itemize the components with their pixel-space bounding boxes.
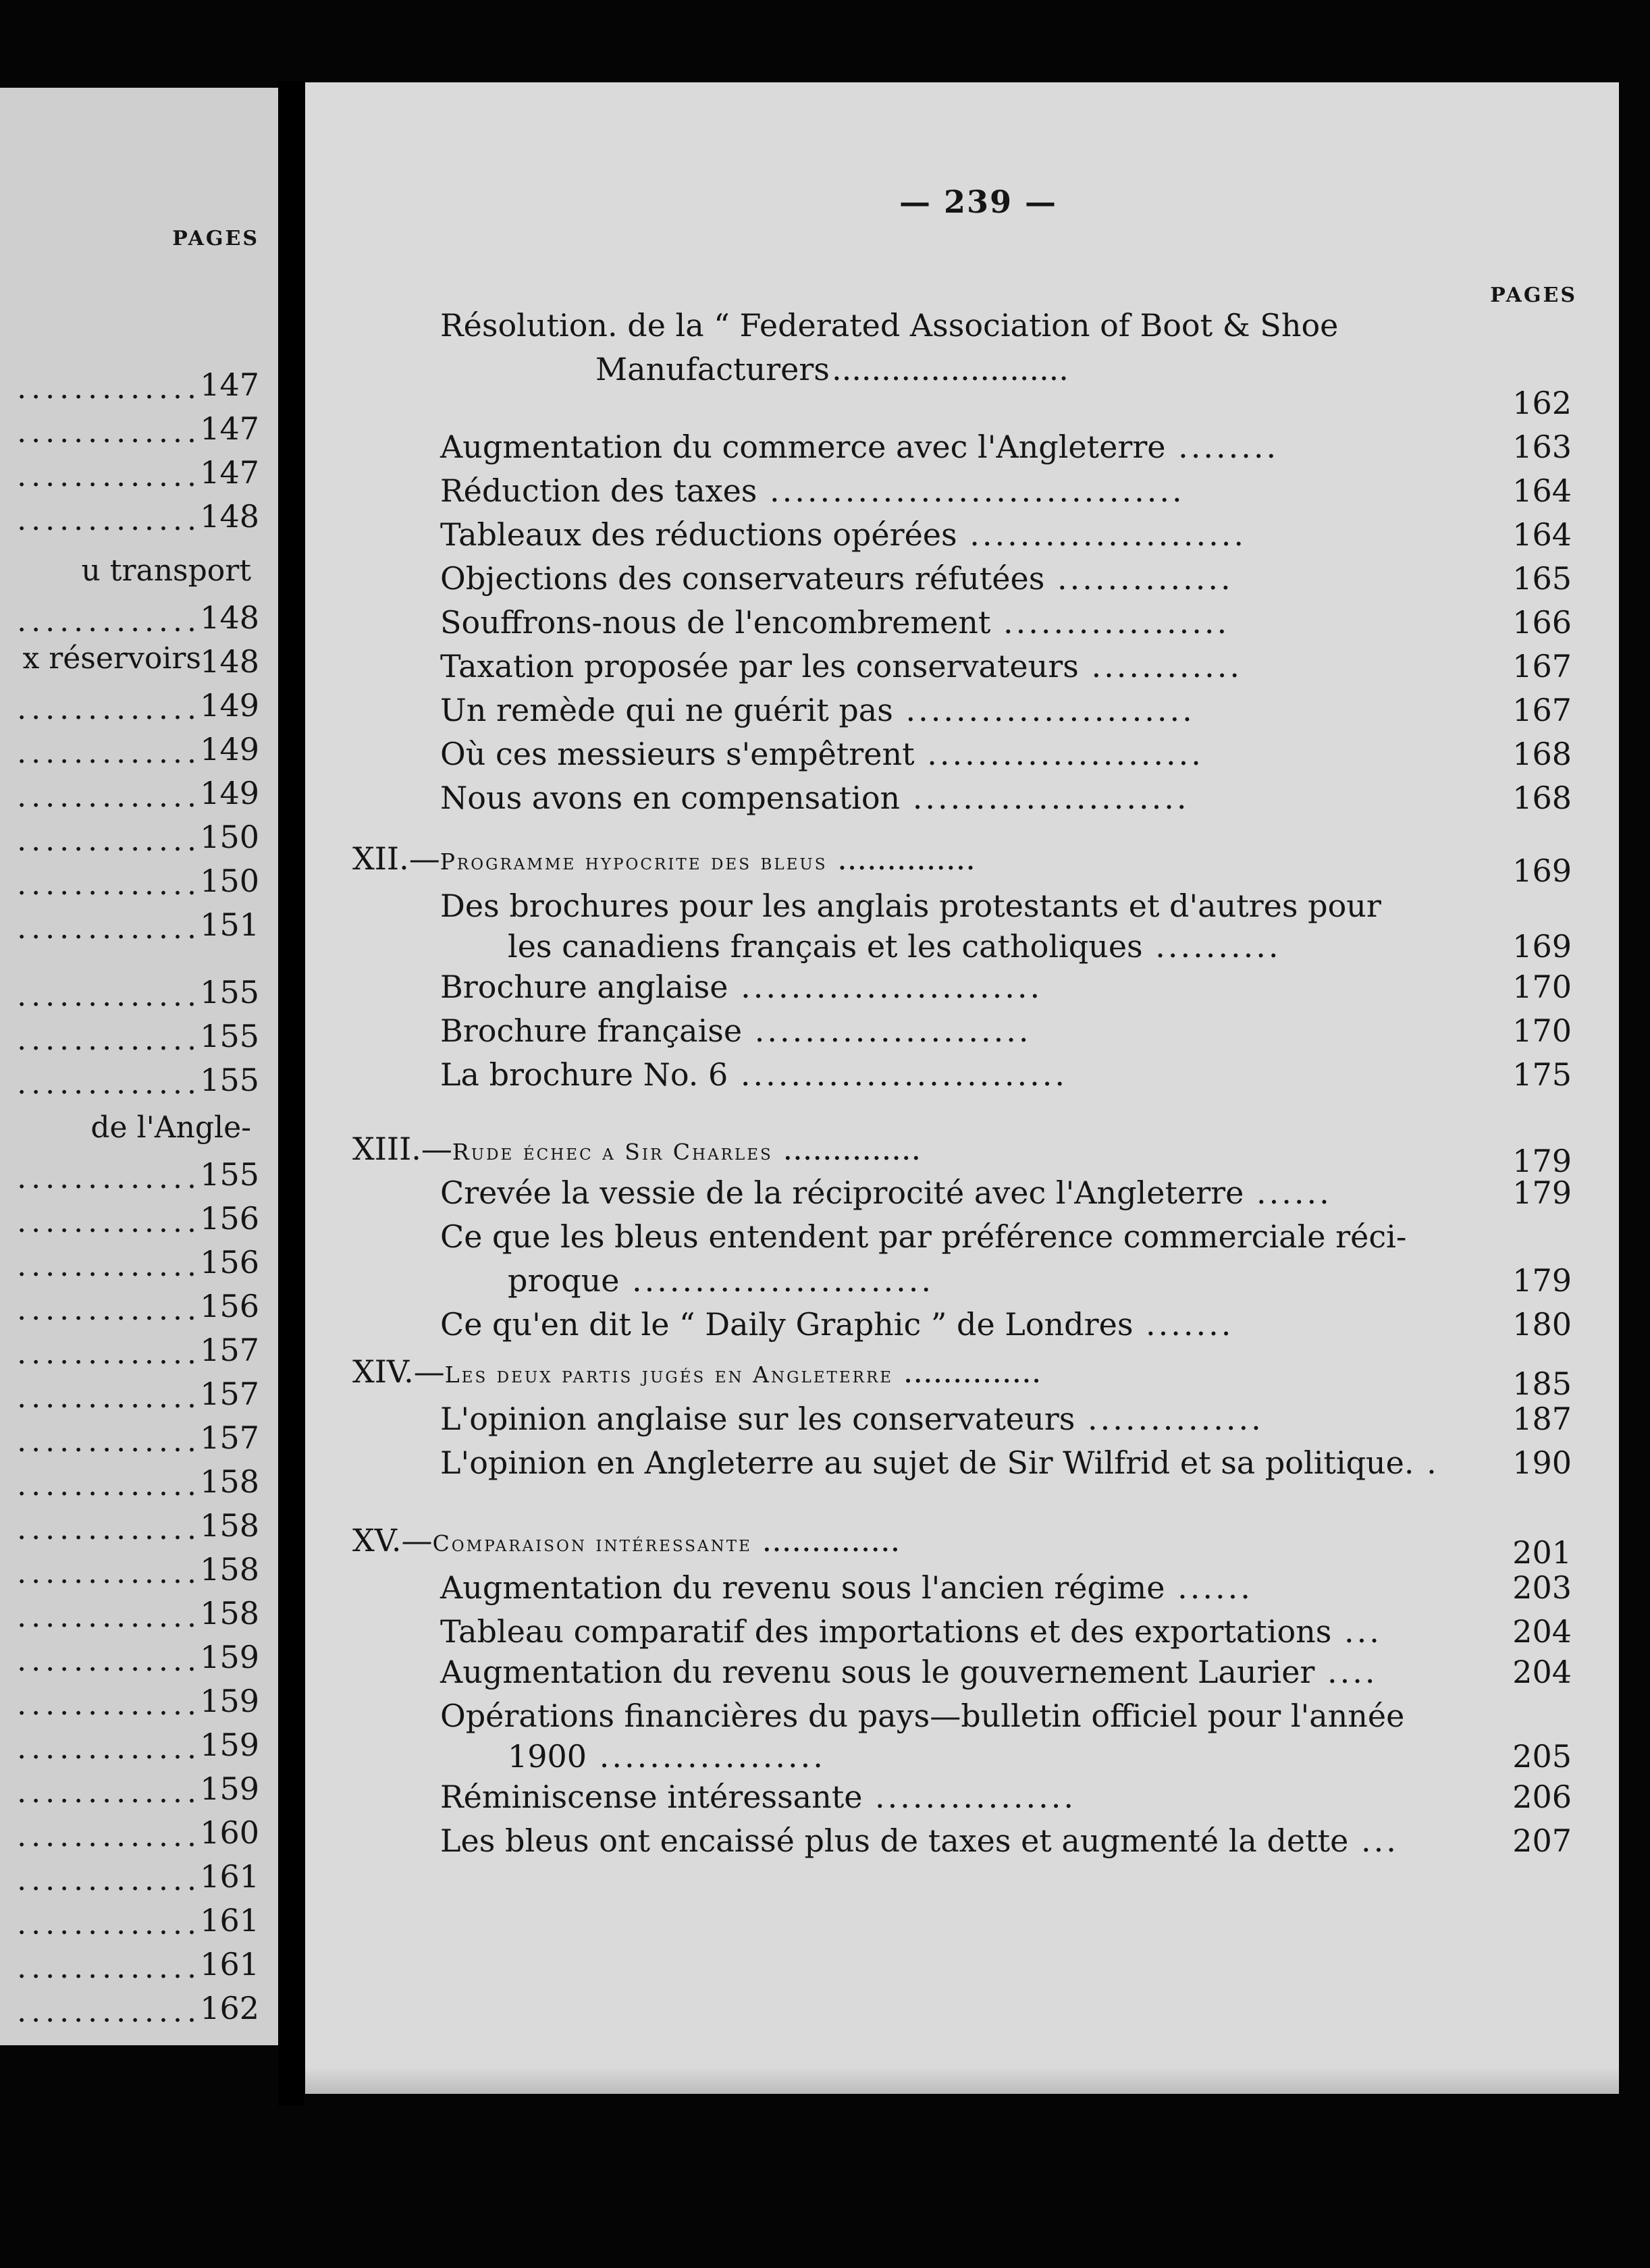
leader-dots: ............. <box>17 1907 201 1941</box>
page-edge <box>305 2067 1619 2094</box>
leader-dots: ............. <box>17 1293 201 1327</box>
toc-entry <box>440 967 1042 1007</box>
left-toc-page: 149 <box>200 687 259 724</box>
leader-dots: ............. <box>17 736 201 770</box>
entry-text: Des brochures pour les anglais protestants et d'autres pour <box>440 888 1381 924</box>
leader-dots: .............. <box>1044 560 1233 597</box>
left-toc-page: 161 <box>200 1946 259 1982</box>
left-toc-page: 149 <box>200 731 259 767</box>
left-toc-row <box>0 1418 259 1458</box>
left-toc-page: 159 <box>200 1771 259 1807</box>
chapter-number: XIV.— <box>352 1353 445 1390</box>
leader-dots: ... <box>1348 1823 1399 1859</box>
toc-entry <box>508 1260 934 1301</box>
left-toc-page: 157 <box>200 1332 259 1368</box>
leader-dots: ........ <box>1165 429 1279 465</box>
toc-entry <box>440 886 1381 926</box>
entry-text: Brochure anglaise <box>440 969 728 1005</box>
left-toc-row <box>0 1812 259 1853</box>
leader-dots: ....... <box>1133 1306 1234 1343</box>
entry-text: Ce qu'en dit le “ Daily Graphic ” de Londres <box>440 1306 1134 1343</box>
left-toc-page: 157 <box>200 1420 259 1456</box>
left-toc-page: 155 <box>200 974 259 1010</box>
entry-page-number: 203 <box>1512 1569 1572 1606</box>
leader-dots: ............. <box>17 1336 201 1371</box>
leader-dots: ............. <box>17 1161 201 1195</box>
leader-dots: ............. <box>17 1995 201 2029</box>
leader-dots: ............. <box>17 1249 201 1283</box>
chapter-page-number: 201 <box>1512 1534 1572 1571</box>
leader-dots: .................. <box>990 604 1230 641</box>
entry-text: Résolution. de la “ Federated Association of Boot & Shoe <box>440 307 1339 344</box>
left-toc-page: 148 <box>200 498 259 535</box>
left-toc-row <box>0 1374 259 1414</box>
entry-page-number: 162 <box>1512 385 1572 421</box>
entry-text: L'opinion anglaise sur les conservateurs <box>440 1401 1075 1437</box>
entry-text: Crevée la vessie de la réciprocité avec l'Angleterre <box>440 1174 1244 1211</box>
leader-dots: ............. <box>17 371 201 406</box>
leader-dots: .............. <box>1075 1401 1264 1437</box>
chapter-title: Programme hypocrite des bleus <box>440 848 828 875</box>
leader-dots: ............. <box>17 1644 201 1678</box>
left-toc-page: 155 <box>200 1156 259 1193</box>
left-toc-row <box>0 641 259 682</box>
entry-text: Tableau comparatif des importations et des exportations <box>440 1613 1332 1650</box>
left-toc-text: x réservoirs <box>22 641 201 676</box>
chapter-page-number: 185 <box>1512 1366 1572 1402</box>
entry-text: Où ces messieurs s'empêtrent <box>440 736 915 772</box>
leader-dots: ............. <box>17 1775 201 1810</box>
left-toc-page: 156 <box>200 1288 259 1324</box>
leader-dots: ............. <box>17 692 201 726</box>
left-toc-page: 150 <box>200 863 259 899</box>
leader-dots: ............. <box>17 503 201 537</box>
entry-page-number: 207 <box>1512 1823 1572 1859</box>
leader-dots: ............. <box>17 1556 201 1590</box>
toc-entry <box>508 926 1281 967</box>
left-toc-page: 159 <box>200 1683 259 1719</box>
left-toc-page: 148 <box>200 599 259 636</box>
left-toc-page: 157 <box>200 1376 259 1412</box>
entry-page-number: 205 <box>1512 1738 1572 1775</box>
toc-entry <box>440 646 1242 686</box>
left-page <box>0 88 278 2045</box>
left-toc-row <box>0 496 259 537</box>
left-toc-page: 158 <box>200 1463 259 1500</box>
left-toc-row <box>0 1681 259 1721</box>
entry-text: 1900 <box>508 1738 587 1775</box>
leader-dots: ............ <box>1078 648 1242 684</box>
entry-page-number: 164 <box>1512 473 1572 509</box>
left-pages-header: PAGES <box>172 227 259 250</box>
left-toc-row <box>0 1505 259 1546</box>
chapter-title: Comparaison intéressante <box>432 1530 752 1557</box>
leader-dots: ............. <box>17 1863 201 1897</box>
left-toc-page: 158 <box>200 1551 259 1588</box>
left-toc-row <box>0 729 259 770</box>
left-toc-page: 161 <box>200 1902 259 1939</box>
left-toc-page: 150 <box>200 819 259 855</box>
toc-entry <box>440 1216 1406 1257</box>
leader-dots: ...................... <box>742 1013 1032 1049</box>
leader-dots: . <box>1414 1444 1439 1481</box>
toc-entry <box>440 778 1189 818</box>
entry-page-number: 163 <box>1512 429 1572 465</box>
leader-dots: ............. <box>17 1023 201 1057</box>
left-toc-row <box>0 1856 259 1897</box>
toc-entry <box>440 1777 1076 1817</box>
entry-text: Nous avons en compensation <box>440 780 901 816</box>
leader-dots: .............. <box>772 1131 922 1167</box>
entry-text: Un remède qui ne guérit pas <box>440 692 893 728</box>
entry-text: proque <box>508 1262 620 1299</box>
left-toc-page: 159 <box>200 1727 259 1763</box>
left-toc-row <box>0 773 259 813</box>
toc-entry <box>440 602 1229 643</box>
chapter-heading <box>352 1351 1041 1395</box>
toc-entry <box>595 349 830 389</box>
leader-dots: ............. <box>17 1468 201 1503</box>
leader-dots: ............. <box>17 979 201 1013</box>
entry-page-number: 166 <box>1512 604 1572 641</box>
chapter-page-number: 179 <box>1512 1143 1572 1179</box>
leader-dots: ...................... <box>900 780 1190 816</box>
left-toc-row <box>0 1944 259 1985</box>
left-toc-row <box>0 1110 259 1151</box>
entry-text: Taxation proposée par les conservateurs <box>440 648 1079 684</box>
leader-dots: .............. <box>751 1522 901 1559</box>
left-toc-page: 162 <box>200 1990 259 2026</box>
chapter-number: XIII.— <box>352 1131 452 1167</box>
leader-dots: .................. <box>587 1738 826 1775</box>
left-toc-row <box>0 364 259 405</box>
entry-page-number: 204 <box>1512 1654 1572 1690</box>
leader-dots: ............. <box>17 1066 201 1101</box>
leader-dots: ............. <box>17 1512 201 1546</box>
left-toc-row <box>0 1330 259 1370</box>
left-toc-text: de l'Angle- <box>90 1110 251 1145</box>
entry-text: Brochure française <box>440 1013 743 1049</box>
entry-text: Réduction des taxes <box>440 473 757 509</box>
toc-entry <box>440 1304 1233 1345</box>
toc-entry <box>440 1696 1404 1736</box>
left-toc-row <box>0 905 259 945</box>
chapter-number: XII.— <box>352 840 440 877</box>
book-gutter <box>278 81 304 2106</box>
left-toc-page: 147 <box>200 410 259 447</box>
leader-dots: ............. <box>17 1205 201 1239</box>
left-toc-row <box>0 1060 259 1100</box>
toc-entry <box>440 558 1233 599</box>
toc-entry <box>440 1442 1439 1483</box>
left-toc-page: 149 <box>200 775 259 811</box>
entry-text: La brochure No. 6 <box>440 1056 728 1093</box>
leader-dots: ............. <box>17 911 201 946</box>
toc-entry <box>440 1820 1399 1861</box>
left-toc-row <box>0 452 259 493</box>
toc-entry <box>440 1399 1264 1439</box>
leader-dots: ........................ <box>832 351 1069 387</box>
left-toc-row <box>0 1016 259 1056</box>
left-toc-row <box>0 817 259 857</box>
leader-dots: ............. <box>17 459 201 493</box>
entry-text: L'opinion en Angleterre au sujet de Sir Wilfrid et sa politique. <box>440 1444 1414 1481</box>
entry-page-number: 170 <box>1512 1013 1572 1049</box>
left-toc-row <box>0 1286 259 1326</box>
left-toc-row <box>0 1593 259 1634</box>
leader-dots: ............. <box>17 604 201 639</box>
entry-text: Réminiscense intéressante <box>440 1779 863 1815</box>
entry-text: Augmentation du commerce avec l'Angleterre <box>440 429 1166 465</box>
entry-page-number: 167 <box>1512 692 1572 728</box>
entry-page-number: 167 <box>1512 648 1572 684</box>
left-toc-row <box>0 1769 259 1809</box>
toc-entry <box>440 1567 1253 1608</box>
toc-entry <box>440 427 1279 467</box>
entry-text: Objections des conservateurs réfutées <box>440 560 1045 597</box>
left-toc-page: 156 <box>200 1244 259 1280</box>
entry-page-number: 175 <box>1512 1056 1572 1093</box>
leader-dots: ...................... <box>914 736 1204 772</box>
left-toc-page: 151 <box>200 907 259 943</box>
entry-text: les canadiens français et les catholiques <box>508 928 1143 965</box>
chapter-title: Les deux partis jugés en Angleterre <box>444 1361 894 1388</box>
left-toc-page: 158 <box>200 1595 259 1631</box>
leader-dots: .......... <box>1142 928 1281 965</box>
right-pages-header: PAGES <box>1490 284 1577 307</box>
right-page <box>305 82 1619 2094</box>
left-toc-page: 161 <box>200 1858 259 1895</box>
left-toc-row <box>0 408 259 449</box>
toc-entry <box>440 305 1338 346</box>
entry-page-number: 168 <box>1512 780 1572 816</box>
leader-dots: .............. <box>827 840 976 877</box>
toc-entry <box>440 690 1195 730</box>
entry-text: Augmentation du revenu sous le gouvernement Laurier <box>440 1654 1315 1690</box>
entry-page-number: 179 <box>1512 1262 1572 1299</box>
leader-dots: ...... <box>1244 1174 1332 1211</box>
leader-dots: ................................. <box>757 473 1185 509</box>
leader-dots: .... <box>1314 1654 1378 1690</box>
page-number: — 239 — <box>899 184 1058 220</box>
toc-entry <box>440 1010 1031 1051</box>
entry-page-number: 190 <box>1512 1444 1572 1481</box>
entry-page-number: 204 <box>1512 1613 1572 1650</box>
chapter-title: Rude échec a Sir Charles <box>452 1139 773 1165</box>
entry-text: Opérations financières du pays—bulletin officiel pour l'année <box>440 1698 1405 1734</box>
entry-text: Tableaux des réductions opérées <box>440 516 957 553</box>
left-toc-row <box>0 1154 259 1195</box>
left-toc-row <box>0 1549 259 1590</box>
leader-dots: ................ <box>862 1779 1077 1815</box>
left-toc-row <box>0 1988 259 2028</box>
left-toc-row <box>0 861 259 901</box>
left-toc-row <box>0 685 259 726</box>
toc-entry <box>440 734 1204 774</box>
toc-entry <box>440 1172 1332 1213</box>
leader-dots: ...................... <box>957 516 1246 553</box>
leader-dots: ....................... <box>893 692 1195 728</box>
chapter-heading <box>352 838 976 882</box>
entry-page-number: 170 <box>1512 969 1572 1005</box>
entry-page-number: 169 <box>1512 928 1572 965</box>
left-toc-row <box>0 1900 259 1941</box>
leader-dots: ............. <box>17 1600 201 1634</box>
leader-dots: ............. <box>17 1819 201 1854</box>
entry-page-number: 168 <box>1512 736 1572 772</box>
leader-dots: ............. <box>17 824 201 858</box>
entry-text: Augmentation du revenu sous l'ancien régime <box>440 1569 1165 1606</box>
toc-entry <box>440 514 1246 555</box>
toc-entry <box>440 1652 1378 1692</box>
toc-entry <box>440 1054 1067 1095</box>
toc-entry <box>440 470 1185 511</box>
left-toc-page: 155 <box>200 1018 259 1054</box>
left-toc-row <box>0 1242 259 1282</box>
leader-dots: ............. <box>17 1424 201 1459</box>
chapter-number: XV.— <box>352 1522 433 1559</box>
left-toc-text: u transport <box>81 554 251 588</box>
entry-page-number: 206 <box>1512 1779 1572 1815</box>
entry-text: Ce que les bleus entendent par préférence commerciale réci- <box>440 1218 1407 1255</box>
entry-text: Souffrons-nous de l'encombrement <box>440 604 991 641</box>
left-toc-page: 160 <box>200 1814 259 1851</box>
left-toc-row <box>0 1637 259 1677</box>
left-toc-page: 148 <box>200 643 259 680</box>
toc-entry <box>440 1611 1382 1652</box>
left-toc-row <box>0 972 259 1013</box>
left-toc-page: 155 <box>200 1062 259 1098</box>
left-toc-page: 158 <box>200 1507 259 1544</box>
chapter-heading <box>352 1129 921 1172</box>
left-toc-row <box>0 1198 259 1239</box>
entry-page-number: 179 <box>1512 1174 1572 1211</box>
left-toc-page: 156 <box>200 1200 259 1237</box>
chapter-heading <box>352 1520 900 1564</box>
chapter-page-number: 169 <box>1512 853 1572 889</box>
left-toc-row <box>0 597 259 638</box>
leader-dots: ............. <box>17 867 201 902</box>
left-toc-page: 147 <box>200 367 259 403</box>
leader-dots: ...... <box>1165 1569 1253 1606</box>
leader-dots: ............. <box>17 415 201 450</box>
entry-page-number: 165 <box>1512 560 1572 597</box>
leader-dots: ............. <box>17 1951 201 1985</box>
entry-page-number: 187 <box>1512 1401 1572 1437</box>
entry-page-number: 164 <box>1512 516 1572 553</box>
leader-dots: ............. <box>17 1380 201 1415</box>
leader-dots: ........................ <box>728 969 1043 1005</box>
leader-dots: ........................ <box>619 1262 934 1299</box>
left-toc-page: 159 <box>200 1639 259 1675</box>
entry-page-number: 180 <box>1512 1306 1572 1343</box>
leader-dots: ... <box>1331 1613 1382 1650</box>
left-toc-page: 147 <box>200 454 259 491</box>
entry-text: Manufacturers <box>595 351 830 387</box>
leader-dots: ............. <box>17 1731 201 1766</box>
left-toc-row <box>0 1461 259 1502</box>
leader-dots: ............. <box>17 1688 201 1722</box>
toc-entry <box>508 1736 826 1777</box>
leader-dots: .............. <box>893 1353 1042 1390</box>
leader-dots: .......................... <box>728 1056 1068 1093</box>
entry-text: Les bleus ont encaissé plus de taxes et augmenté la dette <box>440 1823 1349 1859</box>
left-toc-row <box>0 554 259 594</box>
left-toc-row <box>0 1725 259 1765</box>
leader-dots: ............. <box>17 780 201 814</box>
